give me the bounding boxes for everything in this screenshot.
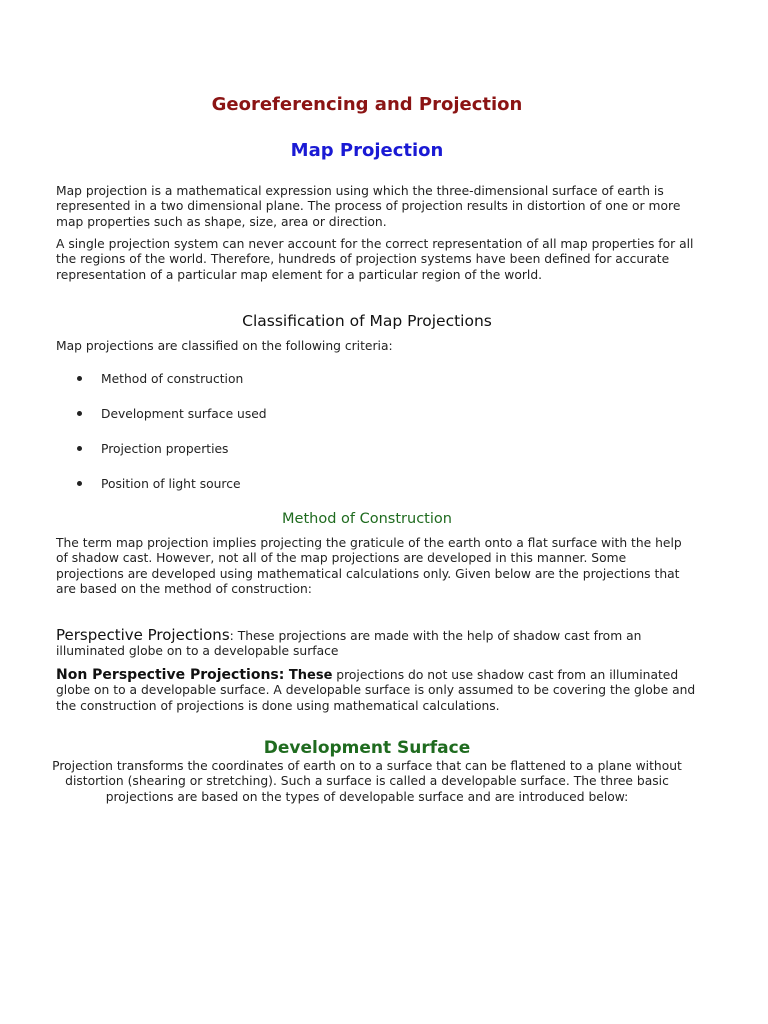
map-projection-heading: Map Projection: [290, 140, 444, 161]
bullet-icon: [77, 446, 82, 451]
list-item: [56, 372, 267, 407]
list-item-label: Method of construction: [101, 372, 244, 386]
list-item-label: Development surface used: [101, 407, 267, 421]
document-title: Georeferencing and Projection: [211, 94, 523, 115]
classification-heading: Classification of Map Projections: [242, 312, 492, 330]
non-perspective-projections-text: projections do not use shadow cast from an illuminated globe on to a developable surface. A developable surface is only assumed to be covering the globe and the construction of projections is done using mathematical calculations.: [56, 668, 696, 713]
list-item: [56, 477, 267, 512]
non-perspective-projections-lead: These: [284, 668, 333, 683]
non-perspective-projections-definition: [56, 668, 696, 714]
non-perspective-projections-term: Non Perspective Projections:: [56, 667, 285, 683]
method-of-construction-paragraph: The term map projection implies projecting the graticule of the earth onto a flat surface with the help of shadow cast. However, not all of the map projections are developed in this manner. Some projections are developed using mathematical calculations only. Given below are the projections that are based on the method of construction:: [56, 536, 682, 596]
map-projection-paragraph-2: A single projection system can never account for the correct representation of all map properties for all the regions of the world. Therefore, hundreds of projection systems have been defined for accurate representation of a particular map element for a particular region of the world.: [56, 237, 694, 282]
development-surface-heading: Development Surface: [263, 738, 471, 758]
classification-criteria-list: [56, 372, 267, 512]
list-item: [56, 442, 267, 477]
bullet-icon: [77, 411, 82, 416]
map-projection-paragraph-1: Map projection is a mathematical expression using which the three-dimensional surface of earth is represented in a two dimensional plane. The process of projection results in distortion of one or more map properties such as shape, size, area or direction.: [56, 184, 681, 229]
perspective-projections-definition: [56, 628, 696, 660]
list-item-label: Position of light source: [101, 477, 241, 491]
method-of-construction-heading: Method of Construction: [282, 511, 452, 527]
bullet-icon: [77, 376, 82, 381]
perspective-projections-term: Perspective Projections: [56, 626, 230, 644]
list-item: [56, 407, 267, 442]
development-surface-paragraph: Projection transforms the coordinates of earth on to a surface that can be flattened to a plane without distortion (shearing or stretching). Such a surface is called a developable surface. The three basic projections are based on the types of developable surface and are introduced below:: [52, 759, 682, 804]
perspective-projections-text: : These projections are made with the help of shadow cast from an illuminated globe on to a developable surface: [56, 629, 642, 659]
list-item-label: Projection properties: [101, 442, 229, 456]
classification-intro: Map projections are classified on the following criteria:: [56, 339, 393, 353]
bullet-icon: [77, 481, 82, 486]
